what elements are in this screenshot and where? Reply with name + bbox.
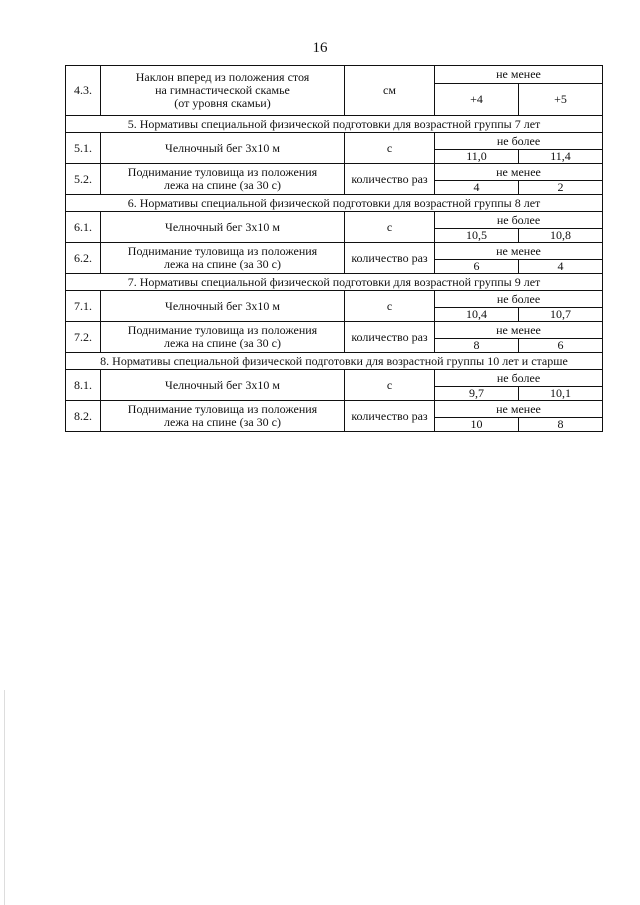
exercise-name-line: на гимнастической скамье [155, 83, 290, 97]
value-cell: 6 [435, 260, 519, 274]
value-cell: 10,1 [519, 387, 603, 401]
exercise-name-line: Поднимание туловища из положения [127, 244, 318, 258]
condition-cell: не менее [435, 243, 603, 260]
unit-cell: см [345, 66, 435, 116]
value-cell: 10,8 [519, 229, 603, 243]
condition-cell: не менее [435, 164, 603, 181]
scan-edge-line [4, 690, 5, 905]
table-row [66, 401, 603, 418]
value-cell: 8 [435, 339, 519, 353]
value-cell: 11,0 [435, 150, 519, 164]
condition-cell: не менее [435, 322, 603, 339]
table-row [66, 164, 603, 181]
condition-cell: не менее [435, 401, 603, 418]
value-cell: 9,7 [435, 387, 519, 401]
exercise-name-line: лежа на спине (за 30 с) [164, 257, 281, 271]
row-number: 8.1. [66, 370, 101, 401]
unit-cell: количество раз [345, 243, 435, 274]
unit-cell: с [345, 133, 435, 164]
exercise-name-line: Поднимание туловища из положения [127, 323, 318, 337]
row-number: 7.2. [66, 322, 101, 353]
section-title: 7. Нормативы специальной физической подготовки для возрастной группы 9 лет [66, 274, 603, 291]
standards-table [65, 65, 603, 432]
unit-cell: с [345, 370, 435, 401]
row-number: 8.2. [66, 401, 101, 432]
table-row [66, 291, 603, 308]
value-cell: 8 [519, 418, 603, 432]
condition-cell: не менее [435, 66, 603, 84]
value-cell: 10,7 [519, 308, 603, 322]
exercise-name-line: Поднимание туловища из положения [127, 165, 318, 179]
exercise-name-line: (от уровня скамьи) [174, 96, 271, 110]
exercise-name [101, 164, 345, 195]
exercise-name-line: Наклон вперед из положения стоя [135, 70, 310, 84]
condition-cell: не более [435, 212, 603, 229]
exercise-name: Челночный бег 3x10 м [101, 291, 345, 322]
exercise-name [101, 243, 345, 274]
exercise-name-line: Поднимание туловища из положения [127, 402, 318, 416]
unit-cell: количество раз [345, 401, 435, 432]
row-number: 4.3. [66, 66, 101, 116]
value-cell: 11,4 [519, 150, 603, 164]
row-number: 6.1. [66, 212, 101, 243]
page-number: 16 [312, 40, 328, 56]
exercise-name-line: лежа на спине (за 30 с) [164, 178, 281, 192]
section-row [66, 353, 603, 370]
unit-cell: с [345, 291, 435, 322]
value-cell: 4 [435, 181, 519, 195]
exercise-name: Челночный бег 3x10 м [101, 212, 345, 243]
section-row [66, 116, 603, 133]
condition-cell: не более [435, 370, 603, 387]
exercise-name [101, 322, 345, 353]
exercise-name [101, 401, 345, 432]
value-cell: 10,5 [435, 229, 519, 243]
exercise-name: Челночный бег 3x10 м [101, 133, 345, 164]
section-row [66, 195, 603, 212]
row-number: 5.2. [66, 164, 101, 195]
row-number: 7.1. [66, 291, 101, 322]
section-row [66, 274, 603, 291]
unit-cell: с [345, 212, 435, 243]
exercise-name-line: лежа на спине (за 30 с) [164, 336, 281, 350]
section-title: 6. Нормативы специальной физической подготовки для возрастной группы 8 лет [66, 195, 603, 212]
row-number: 5.1. [66, 133, 101, 164]
value-cell: 2 [519, 181, 603, 195]
row-number: 6.2. [66, 243, 101, 274]
value-cell: 10 [435, 418, 519, 432]
section-title: 8. Нормативы специальной физической подготовки для возрастной группы 10 лет и старше [66, 353, 603, 370]
unit-cell: количество раз [345, 322, 435, 353]
unit-cell: количество раз [345, 164, 435, 195]
value-cell: +4 [435, 84, 519, 116]
table-row [66, 212, 603, 229]
value-cell: 10,4 [435, 308, 519, 322]
exercise-name [101, 66, 345, 116]
value-cell: 6 [519, 339, 603, 353]
condition-cell: не более [435, 133, 603, 150]
table-row [66, 322, 603, 339]
exercise-name: Челночный бег 3x10 м [101, 370, 345, 401]
value-cell: +5 [519, 84, 603, 116]
section-title: 5. Нормативы специальной физической подготовки для возрастной группы 7 лет [66, 116, 603, 133]
table-row [66, 133, 603, 150]
value-cell: 4 [519, 260, 603, 274]
table-row [66, 66, 603, 84]
condition-cell: не более [435, 291, 603, 308]
table-row [66, 243, 603, 260]
table-row [66, 370, 603, 387]
exercise-name-line: лежа на спине (за 30 с) [164, 415, 281, 429]
